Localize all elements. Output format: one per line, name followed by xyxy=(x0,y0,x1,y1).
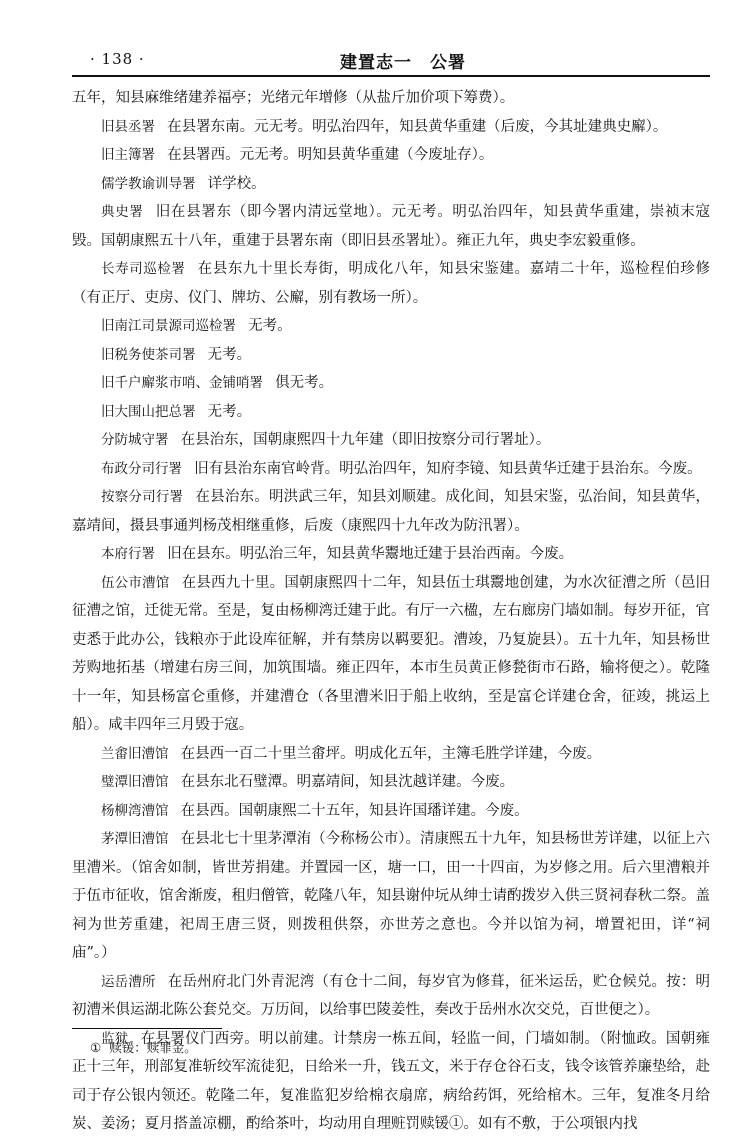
entry-paragraph xyxy=(72,483,710,540)
entry-text: 在县治东。明洪武三年，知县刘顺建。成化间，知县宋鉴，弘治间，知县黄华，嘉靖间，摄县事通判杨茂相继重修，后废（康熙四十九年改为防汛署）。 xyxy=(72,489,711,534)
footnote-rule xyxy=(72,1028,222,1029)
entry-term: 旧县丞署 xyxy=(101,118,155,135)
entry-text: 在岳州府北门外青泥湾（有仓十二间，每岁官为修葺，征米运岳，贮仓候兑。按：明初漕米俱运湖北陈公套兑交。万历间，以给事巴陵姜性，奏改于岳州水次交兑，百世便之）。 xyxy=(72,973,711,1018)
entry-term: 茅潭旧漕馆 xyxy=(101,831,169,847)
entry-term: 旧大围山把总署 xyxy=(101,403,196,420)
entry-term: 儒学教谕训导署 xyxy=(101,175,196,192)
entry-text: 无考。 xyxy=(207,346,252,363)
entry-text: 在县署西。元无考。明知县黄华重建（今废址存）。 xyxy=(167,147,494,163)
entry-term: 运岳漕所 xyxy=(101,973,156,990)
entry-paragraph xyxy=(72,398,710,427)
entry-text: 无考。 xyxy=(207,403,252,420)
entry-paragraph xyxy=(72,170,710,199)
entry-paragraph xyxy=(72,141,710,170)
entry-text: 在县署仪门西旁。明以前建。计禁房一栋五间，轻监一间，门墙如制。（附恤政。国朝雍正十三年，刑部复准斩绞军流徒犯，日给米一升，钱五文，米于存仓谷石支，钱令该管养廉垫给，赴司于存公银内领还。乾隆二年，复准监犯岁给棉衣扇席，病给药饵，死给棺木。三年，复准冬月给炭、姜汤；夏月搭盖凉棚，酌给茶叶，均动用自理赃罚赎锾①。如有不敷，于公项银内找 xyxy=(72,1030,711,1132)
entry-term: 分防城守署 xyxy=(101,432,169,448)
entry-text: 俱无考。 xyxy=(275,375,334,391)
page-number: · 138 · xyxy=(90,50,145,68)
entry-term: 璧潭旧漕馆 xyxy=(101,774,169,790)
entry-term: 本府行署 xyxy=(101,546,155,562)
entry-text: 在县东北石璧潭。明嘉靖间，知县沈越详建。今废。 xyxy=(180,774,515,790)
entry-term: 长寿司巡检署 xyxy=(101,261,186,277)
footnote-text: 赎锾：赎罪金。 xyxy=(109,1040,197,1055)
entry-term: 监狱 xyxy=(101,1030,129,1047)
entry-text: 无考。 xyxy=(248,318,292,334)
footnote xyxy=(90,1038,197,1056)
entry-text: 旧有县治东南官岭背。明弘治四年，知府李镜、知县黄华迁建于县治东。今废。 xyxy=(194,460,702,477)
entry-term: 旧南江司景源司巡检署 xyxy=(101,318,236,334)
header-rule xyxy=(72,75,710,77)
entry-paragraph xyxy=(72,113,710,142)
entry-term: 旧税务使茶司署 xyxy=(101,346,196,363)
entry-term: 旧千户廨浆市哨、金铺哨署 xyxy=(101,375,263,391)
entry-paragraph xyxy=(72,198,710,255)
entry-term: 杨柳湾漕馆 xyxy=(101,802,169,819)
entry-term: 旧主簿署 xyxy=(101,147,155,163)
entry-text: 在县北七十里茅潭洧（今称杨公市）。清康熙五十九年，知县杨世芳详建，以征上六里漕米。（馆舍如制，皆世芳捐建。并置园一区，塘一口，田一十四亩，为岁修之用。后六里漕粮并于伍市征收，馆舍渐废，租归僧管，乾隆八年，知县谢仲坃从绅士请酌拨岁入供三贤祠春秋二祭。盖祠为世芳重建，祀周王唐三贤，则拨租供祭，亦世芳之意也。今并以馆为祠，增置祀田，详“祠庙”。） xyxy=(72,831,710,961)
entry-text: 旧在县东。明弘治三年，知县黄华鬻地迁建于县治西南。今废。 xyxy=(167,546,574,562)
opening-paragraph: 五年，知县麻维绪建养福亭；光绪元年增修（从盐斤加价项下筹费）。 xyxy=(72,90,515,106)
footnote-mark: ① xyxy=(90,1040,102,1055)
entry-text: 旧在县署东（即今署内清远堂地）。元无考。明弘治四年，知县黄华重建，崇祯末寇毁。国朝康熙五十八年，重建于县署东南（即旧县丞署址）。雍正九年，典史李宏毅重修。 xyxy=(72,204,711,249)
entry-paragraph xyxy=(72,968,710,1025)
entry-text: 在县西九十里。国朝康熙四十二年，知县伍士琪鬻地创建，为水次征漕之所（邑旧征漕之馆，迁徙无常。至是，复由杨柳湾迁建于此。有厅一六楹，左右廊房门墙如制。每岁开征，官吏悉于此办公，钱粮亦于此设库征解，并有禁房以羁要犯。漕竣，乃复旋县）。五十九年，知县杨世芳购地拓基（增建右房三间，加筑围墙。雍正四年，本市生员黄正修甃街市石路，输将便之）。乾隆十一年，知县杨富仑重修，并建漕仓（各里漕米旧于船上收纳，至是富仑详建仓舍，征竣，挑运上船）。咸丰四年三月毁于寇。 xyxy=(72,574,710,733)
entry-paragraph xyxy=(72,797,710,826)
entry-term: 典史署 xyxy=(101,204,144,220)
entry-term: 兰畬旧漕馆 xyxy=(101,745,169,762)
entry-paragraph xyxy=(72,426,710,455)
entry-text: 在县西。国朝康熙二十五年，知县许国璠详建。今废。 xyxy=(180,802,529,819)
entry-text: 在县东九十里长寿街，明成化八年，知县宋鉴建。嘉靖二十年，巡检程伯珍修（有正厅、吏房、仪门、牌坊、公廨，别有教场一所）。 xyxy=(72,261,711,306)
entry-paragraph xyxy=(72,312,710,341)
entry-paragraph xyxy=(72,569,710,740)
entry-text: 在县西一百二十里兰畬坪。明成化五年，主簿毛胜学详建，今废。 xyxy=(180,745,602,762)
entry-term: 按察分司行署 xyxy=(101,489,184,505)
entry-text: 在县治东，国朝康熙四十九年建（即旧按察分司行署址）。 xyxy=(180,432,551,448)
entry-text: 在县署东南。元无考。明弘治四年，知县黄华重建（后废，今其址建典史廨）。 xyxy=(167,118,668,135)
entry-paragraph xyxy=(72,740,710,769)
entry-paragraph xyxy=(72,825,710,968)
entry-paragraph xyxy=(72,369,710,398)
entry-paragraph xyxy=(72,255,710,312)
entry-paragraph xyxy=(72,341,710,370)
running-title: 建置志一 公署 xyxy=(340,53,466,73)
entry-paragraph xyxy=(72,540,710,569)
entry-term: 布政分司行署 xyxy=(101,460,182,477)
entry-text: 详学校。 xyxy=(207,175,266,192)
entry-paragraph xyxy=(72,455,710,484)
entry-paragraph xyxy=(72,768,710,797)
page-header xyxy=(72,44,710,72)
entry-term: 伍公市漕馆 xyxy=(101,574,170,591)
